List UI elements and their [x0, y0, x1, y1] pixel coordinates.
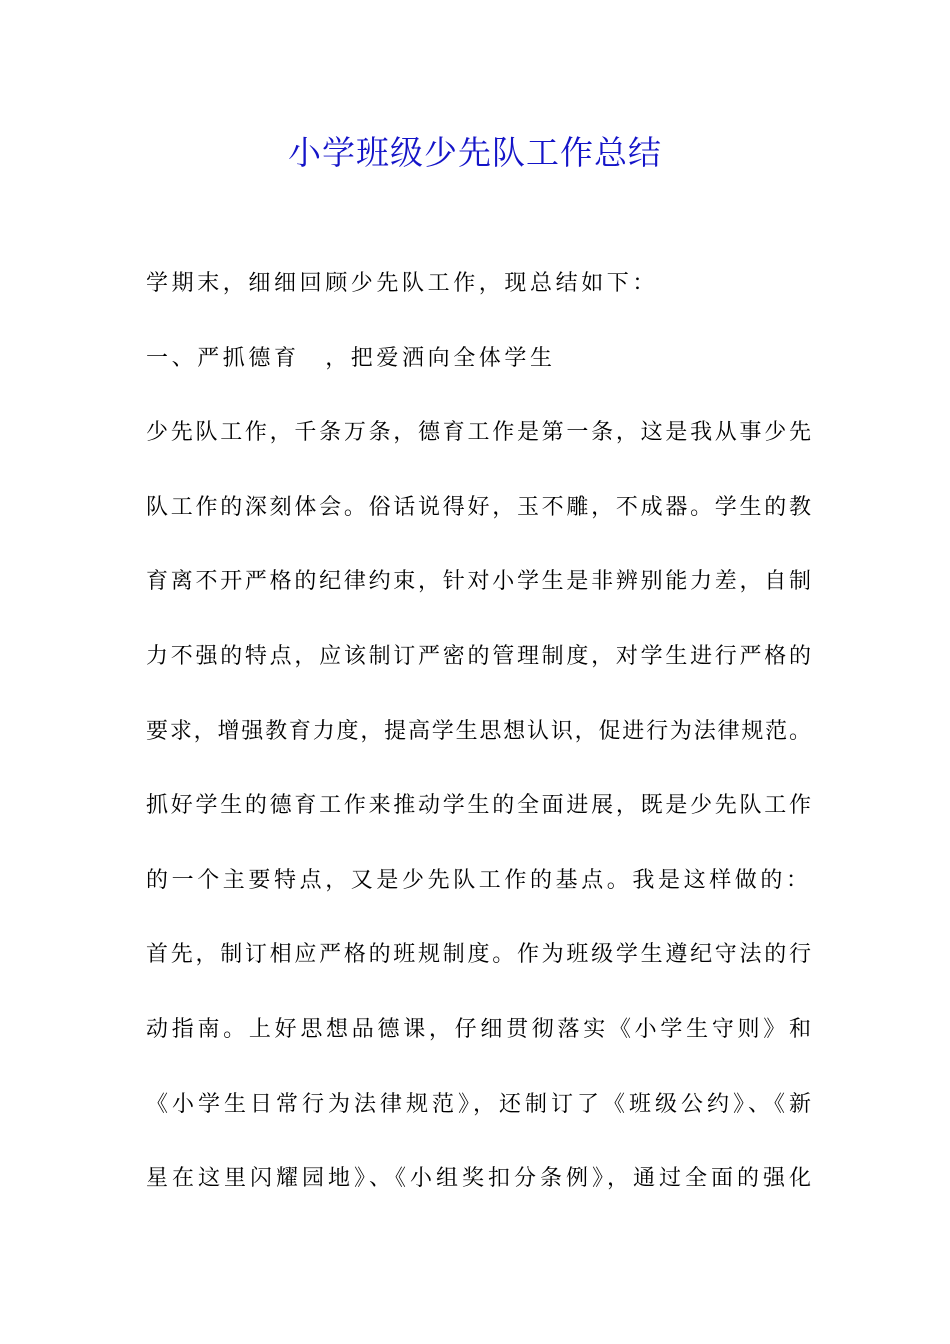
document-body — [146, 262, 811, 1232]
paragraph-line: 动指南。上好思想品德课，仔细贯彻落实《小学生守则》和 — [146, 1016, 811, 1042]
paragraph-line: 《小学生日常行为法律规范》，还制订了《班级公约》、《新 — [146, 1091, 811, 1117]
paragraph-line: 力不强的特点，应该制订严密的管理制度，对学生进行严格的 — [146, 643, 811, 669]
paragraph-line: 抓好学生的德育工作来推动学生的全面进展，既是少先队工作 — [146, 793, 811, 819]
document-title: 小学班级少先队工作总结 — [288, 133, 662, 172]
paragraph-line: 育离不开严格的纪律约束，针对小学生是非辨别能力差，自制 — [146, 569, 811, 595]
paragraph-line: 首先，制订相应严格的班规制度。作为班级学生遵纪守法的行 — [146, 942, 811, 968]
intro-line: 学期末，细细回顾少先队工作，现总结如下： — [146, 271, 659, 296]
paragraph-line: 的一个主要特点，又是少先队工作的基点。我是这样做的： — [146, 867, 812, 893]
section-heading: 一、严抓德育 ，把爱洒向全体学生 — [146, 345, 556, 371]
paragraph-line: 少先队工作，千条万条，德育工作是第一条，这是我从事少先 — [146, 420, 811, 446]
paragraph-line: 队工作的深刻体会。俗话说得好，玉不雕，不成器。学生的教 — [146, 494, 811, 520]
paragraph-line: 要求，增强教育力度，提高学生思想认识，促进行为法律规范。 — [146, 718, 811, 744]
paragraph-line: 星在这里闪耀园地》、《小组奖扣分条例》，通过全面的强化 — [146, 1166, 811, 1192]
